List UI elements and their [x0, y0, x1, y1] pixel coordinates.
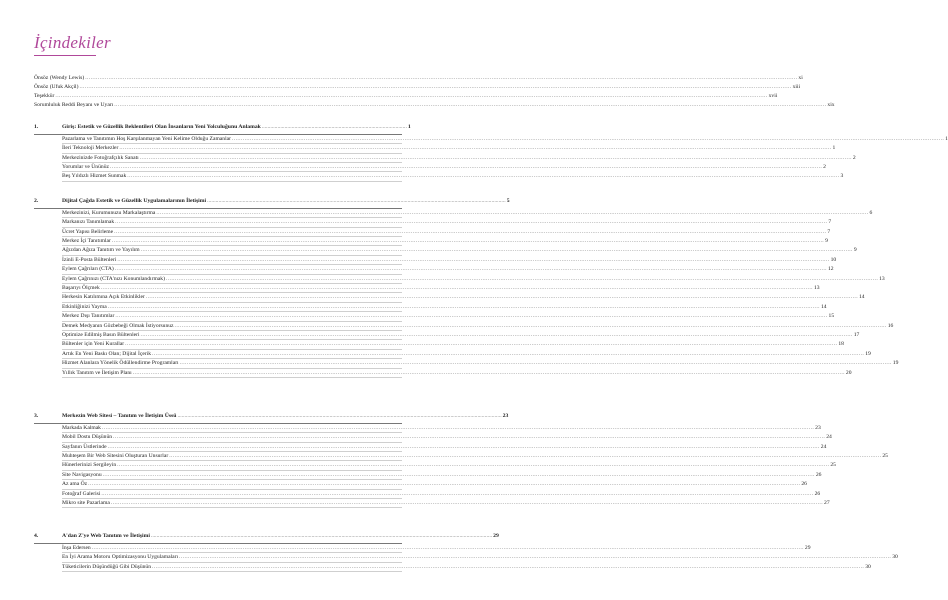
dot-leader: [141, 246, 853, 254]
toc-entry[interactable]: [62, 135, 948, 144]
toc-entry[interactable]: [62, 293, 865, 302]
entry-label: İnşa Edersen: [62, 544, 91, 551]
entry-label: Başarıyı Ölçmek: [62, 284, 100, 291]
toc-entry[interactable]: [62, 340, 844, 349]
dot-leader: [103, 471, 815, 479]
toc-entry[interactable]: [62, 553, 898, 562]
entry-label: Yorumlar ve Ününüz: [62, 163, 109, 170]
entry-page: 2: [823, 163, 826, 170]
chapter-title: A'dan Z'ye Web Tanıtım ve İletişimi: [62, 533, 150, 539]
entry-label: Fotoğraf Galerisi: [62, 490, 101, 497]
entry-page: 7: [827, 228, 831, 235]
entry-page: 7: [828, 219, 832, 226]
chapter-page: 1: [407, 124, 411, 130]
entry-label: Merkez Dışı Tanıtımlar: [62, 313, 115, 320]
entry-page: xvii: [768, 92, 778, 99]
dot-leader: [113, 433, 825, 441]
toc-entry[interactable]: [62, 163, 826, 172]
entry-label: Demek Medyanın Gözbebeği Olmak İstiyorsunuz: [62, 322, 174, 329]
dot-leader: [102, 424, 814, 432]
toc-entry[interactable]: [62, 303, 827, 312]
toc-entry[interactable]: [62, 471, 822, 480]
entry-label: Yıllık Tanıtım ve İletişim Planı: [62, 369, 132, 376]
entry-page: 3: [840, 173, 844, 180]
chapter-items: [62, 135, 948, 182]
entry-label: Eylem Çağrıları (CTA): [62, 266, 114, 273]
dot-leader: [108, 303, 820, 311]
chapter-page: 29: [493, 533, 499, 539]
front-matter-entry[interactable]: [34, 101, 835, 110]
front-matter-entry[interactable]: [34, 83, 801, 92]
chapter-number: 1.: [34, 124, 39, 130]
toc-entry[interactable]: [62, 172, 844, 181]
toc-entry[interactable]: [62, 563, 871, 572]
entry-page: 1: [832, 145, 836, 152]
entry-page: 16: [887, 322, 894, 329]
entry-page: 18: [838, 341, 844, 348]
entry-label: Mikro site Pazarlama: [62, 499, 110, 506]
entry-label: Eylem Çağrınızı (CTA'nızı Konumlandırmak): [62, 275, 165, 282]
entry-page: 14: [859, 294, 865, 301]
toc-entry[interactable]: [62, 228, 831, 237]
entry-label: Markanızı Tanımlamak: [62, 219, 115, 226]
entry-label: Optimize Edilmiş Basın Bültenleri: [62, 331, 140, 338]
entry-page: 1: [945, 135, 948, 142]
chapter-3: [34, 412, 888, 508]
dot-leader: [85, 74, 797, 83]
toc-entry[interactable]: [62, 461, 836, 470]
chapter-page: 5: [506, 198, 510, 204]
entry-page: 19: [865, 350, 871, 357]
dot-leader: [169, 452, 881, 460]
entry-page: xix: [827, 101, 835, 108]
entry-label: Önsöz (Wendy Lewis): [34, 75, 85, 81]
entry-page: 6: [869, 209, 873, 216]
toc-entry[interactable]: [62, 359, 899, 368]
entry-label: Tüketicilerin Düşündüğü Gibi Düşünün: [62, 563, 152, 570]
toc-entry[interactable]: [62, 499, 830, 508]
entry-page: 25: [882, 452, 888, 459]
dot-leader: [114, 228, 826, 236]
entry-label: Sorumluluk Reddi Beyanı ve Uyarı: [34, 101, 114, 108]
dot-leader: [101, 284, 813, 292]
entry-page: 24: [820, 443, 827, 450]
entry-page: 20: [845, 369, 852, 376]
entry-page: xi: [798, 75, 803, 81]
dot-leader: [117, 461, 829, 469]
toc-entry[interactable]: [62, 369, 852, 378]
toc-entry[interactable]: [62, 144, 836, 153]
entry-label: Pazarlama ve Tanıtımın Hoş Karşılanmayan Yeni Kelime Olduğu Zamanlar: [62, 135, 231, 142]
entry-label: Sayfanın Üstlerinde: [62, 443, 107, 450]
entry-page: 30: [892, 554, 898, 561]
entry-page: 10: [830, 256, 837, 263]
toc-entry[interactable]: [62, 265, 834, 274]
dot-leader: [141, 331, 853, 339]
dot-leader: ..................................................................................................................................................................................................................: [207, 198, 506, 204]
chapter-number: 4.: [34, 533, 39, 539]
entry-page: 26: [801, 481, 807, 488]
toc-entry[interactable]: [62, 433, 832, 442]
entry-label: Ağızdan Ağıza Tanıtım ve Yayılım: [62, 247, 140, 254]
entry-label: Hünerlerinizi Sergileyin: [62, 462, 117, 469]
dot-leader: [140, 154, 852, 162]
dot-leader: [111, 499, 823, 507]
page-title: İçindekiler: [34, 33, 111, 52]
toc-entry[interactable]: [62, 350, 871, 359]
dot-leader: [79, 83, 791, 92]
entry-page: 9: [853, 247, 857, 254]
entry-page: 9: [825, 237, 828, 244]
dot-leader: [152, 350, 864, 358]
dot-leader: [88, 480, 800, 488]
dot-leader: [127, 172, 839, 180]
entry-label: Bültenler için Yeni Kurallar: [62, 341, 125, 348]
chapter-number: 2.: [34, 198, 39, 204]
chapter-heading[interactable]: [34, 197, 510, 206]
toc-entry[interactable]: [62, 331, 860, 340]
dot-leader: [117, 256, 829, 264]
dot-leader: [125, 340, 837, 348]
entry-label: Önsöz (Ufuk Akçil): [34, 83, 79, 90]
entry-label: Muhteşem Bir Web Sitesini Oluşturan Unsurlar: [62, 452, 169, 459]
entry-label: Az ama Öz: [62, 481, 88, 488]
dot-leader: [146, 293, 858, 301]
toc-entry[interactable]: [62, 424, 821, 433]
chapter-number: 3.: [34, 413, 39, 419]
chapter-items: [62, 424, 888, 509]
toc-entry[interactable]: [62, 275, 885, 284]
toc-entry[interactable]: [62, 322, 894, 331]
toc-entry[interactable]: [62, 452, 888, 461]
entry-label: İzinli E-Posta Bültenleri: [62, 256, 117, 263]
dot-leader: ....................................................................................................................................................................................................................................: [177, 413, 502, 419]
dot-leader: [112, 237, 824, 245]
dot-leader: [114, 101, 826, 110]
toc-entry[interactable]: [62, 209, 873, 218]
entry-label: Etkinliğinizi Yayma: [62, 303, 107, 310]
toc-entry[interactable]: [62, 237, 828, 246]
entry-label: Herkesin Katılımına Açık Etkinlikler: [62, 294, 145, 301]
dot-leader: [175, 322, 887, 330]
entry-page: 2: [852, 154, 856, 161]
entry-label: Mobil Dostu Düşünün: [62, 434, 113, 441]
front-matter-entry[interactable]: [34, 92, 778, 101]
toc-entry[interactable]: [62, 154, 856, 163]
entry-page: 26: [815, 471, 822, 478]
entry-label: Teşekkür: [34, 92, 55, 99]
dot-leader: ......................................................................................................: [261, 124, 407, 130]
entry-page: 19: [892, 360, 899, 367]
entry-label: Merkezinizi, Kurumunuzu Markalaştırma: [62, 209, 156, 216]
dot-leader: [55, 92, 767, 101]
chapter-heading[interactable]: [34, 123, 411, 132]
chapter-2: [34, 197, 899, 378]
entry-page: 25: [830, 462, 836, 469]
dot-leader: [115, 218, 827, 226]
dot-leader: [156, 209, 868, 217]
front-matter-list: [34, 74, 835, 110]
entry-page: 24: [826, 434, 832, 441]
chapter-4: [34, 532, 898, 572]
toc-entry[interactable]: [62, 256, 837, 265]
entry-page: 13: [879, 275, 885, 282]
entry-label: Merkezinizde Fotoğrafçılık Sanatı: [62, 154, 139, 161]
dot-leader: [115, 265, 827, 273]
chapter-page: 23: [502, 413, 509, 419]
chapter-title: Giriş: Estetik ve Güzellik Beklentileri Olan İnsanların Yeni Yolculuğunu Anlamak: [62, 124, 261, 130]
dot-leader: [108, 443, 820, 451]
toc-entry[interactable]: [62, 284, 820, 293]
entry-page: 23: [815, 424, 821, 431]
title-underline: [34, 55, 96, 56]
chapter-heading[interactable]: [34, 532, 499, 541]
chapter-items: [62, 544, 898, 572]
toc-entry[interactable]: [62, 544, 811, 553]
entry-page: 27: [824, 499, 830, 506]
chapter-heading[interactable]: [34, 412, 509, 421]
entry-page: 15: [828, 313, 835, 320]
entry-page: 13: [813, 284, 820, 291]
entry-page: 29: [804, 544, 811, 551]
dot-leader: [92, 544, 804, 552]
dot-leader: [179, 553, 891, 561]
entry-page: 14: [820, 303, 827, 310]
dot-leader: [115, 312, 827, 320]
entry-label: En İyi Arama Motoru Optimizasyonu Uygulamaları: [62, 554, 179, 561]
dot-leader: [152, 563, 864, 571]
dot-leader: [180, 359, 892, 367]
entry-label: Merkez İçi Tanıtımlar: [62, 237, 111, 244]
entry-page: 30: [865, 563, 871, 570]
toc-entry[interactable]: [62, 246, 857, 255]
toc-entry[interactable]: [62, 443, 827, 452]
chapter-1: [34, 123, 948, 182]
entry-label: Hizmet Alanlara Yönelik Ödüllendirme Programları: [62, 360, 179, 367]
dot-leader: ................................................................................................................................................................................................................................................: [150, 533, 493, 539]
dot-leader: [119, 144, 831, 152]
entry-label: Site Navigasyonu: [62, 471, 102, 478]
dot-leader: [166, 275, 878, 283]
entry-page: xiii: [792, 83, 801, 90]
dot-leader: [101, 490, 813, 498]
entry-label: Markada Kalmak: [62, 424, 101, 431]
chapter-title: Merkezin Web Sitesi – Tanıtım ve İletişim Üssü: [62, 413, 177, 419]
toc-entry[interactable]: [62, 218, 832, 227]
entry-label: Artık En Yeni Baskı Olan; Dijital İçerik: [62, 350, 152, 357]
dot-leader: [232, 135, 944, 143]
toc-entry[interactable]: [62, 480, 807, 489]
toc-entry[interactable]: [62, 312, 835, 321]
entry-label: Ücret Yapısı Belirleme: [62, 228, 114, 235]
dot-leader: [110, 163, 822, 171]
entry-page: 12: [827, 266, 834, 273]
entry-label: Beş Yıldızlı Hizmet Sunmak: [62, 173, 127, 180]
dot-leader: [133, 369, 845, 377]
entry-page: 17: [853, 331, 860, 338]
front-matter-entry[interactable]: [34, 74, 803, 83]
entry-label: İleri Teknoloji Merkezler: [62, 145, 119, 152]
chapter-title: Dijital Çağda Estetik ve Güzellik Uygulamalarının İletişimi: [62, 198, 207, 204]
chapter-items: [62, 209, 899, 378]
entry-page: 26: [814, 490, 821, 497]
toc-entry[interactable]: [62, 490, 821, 499]
